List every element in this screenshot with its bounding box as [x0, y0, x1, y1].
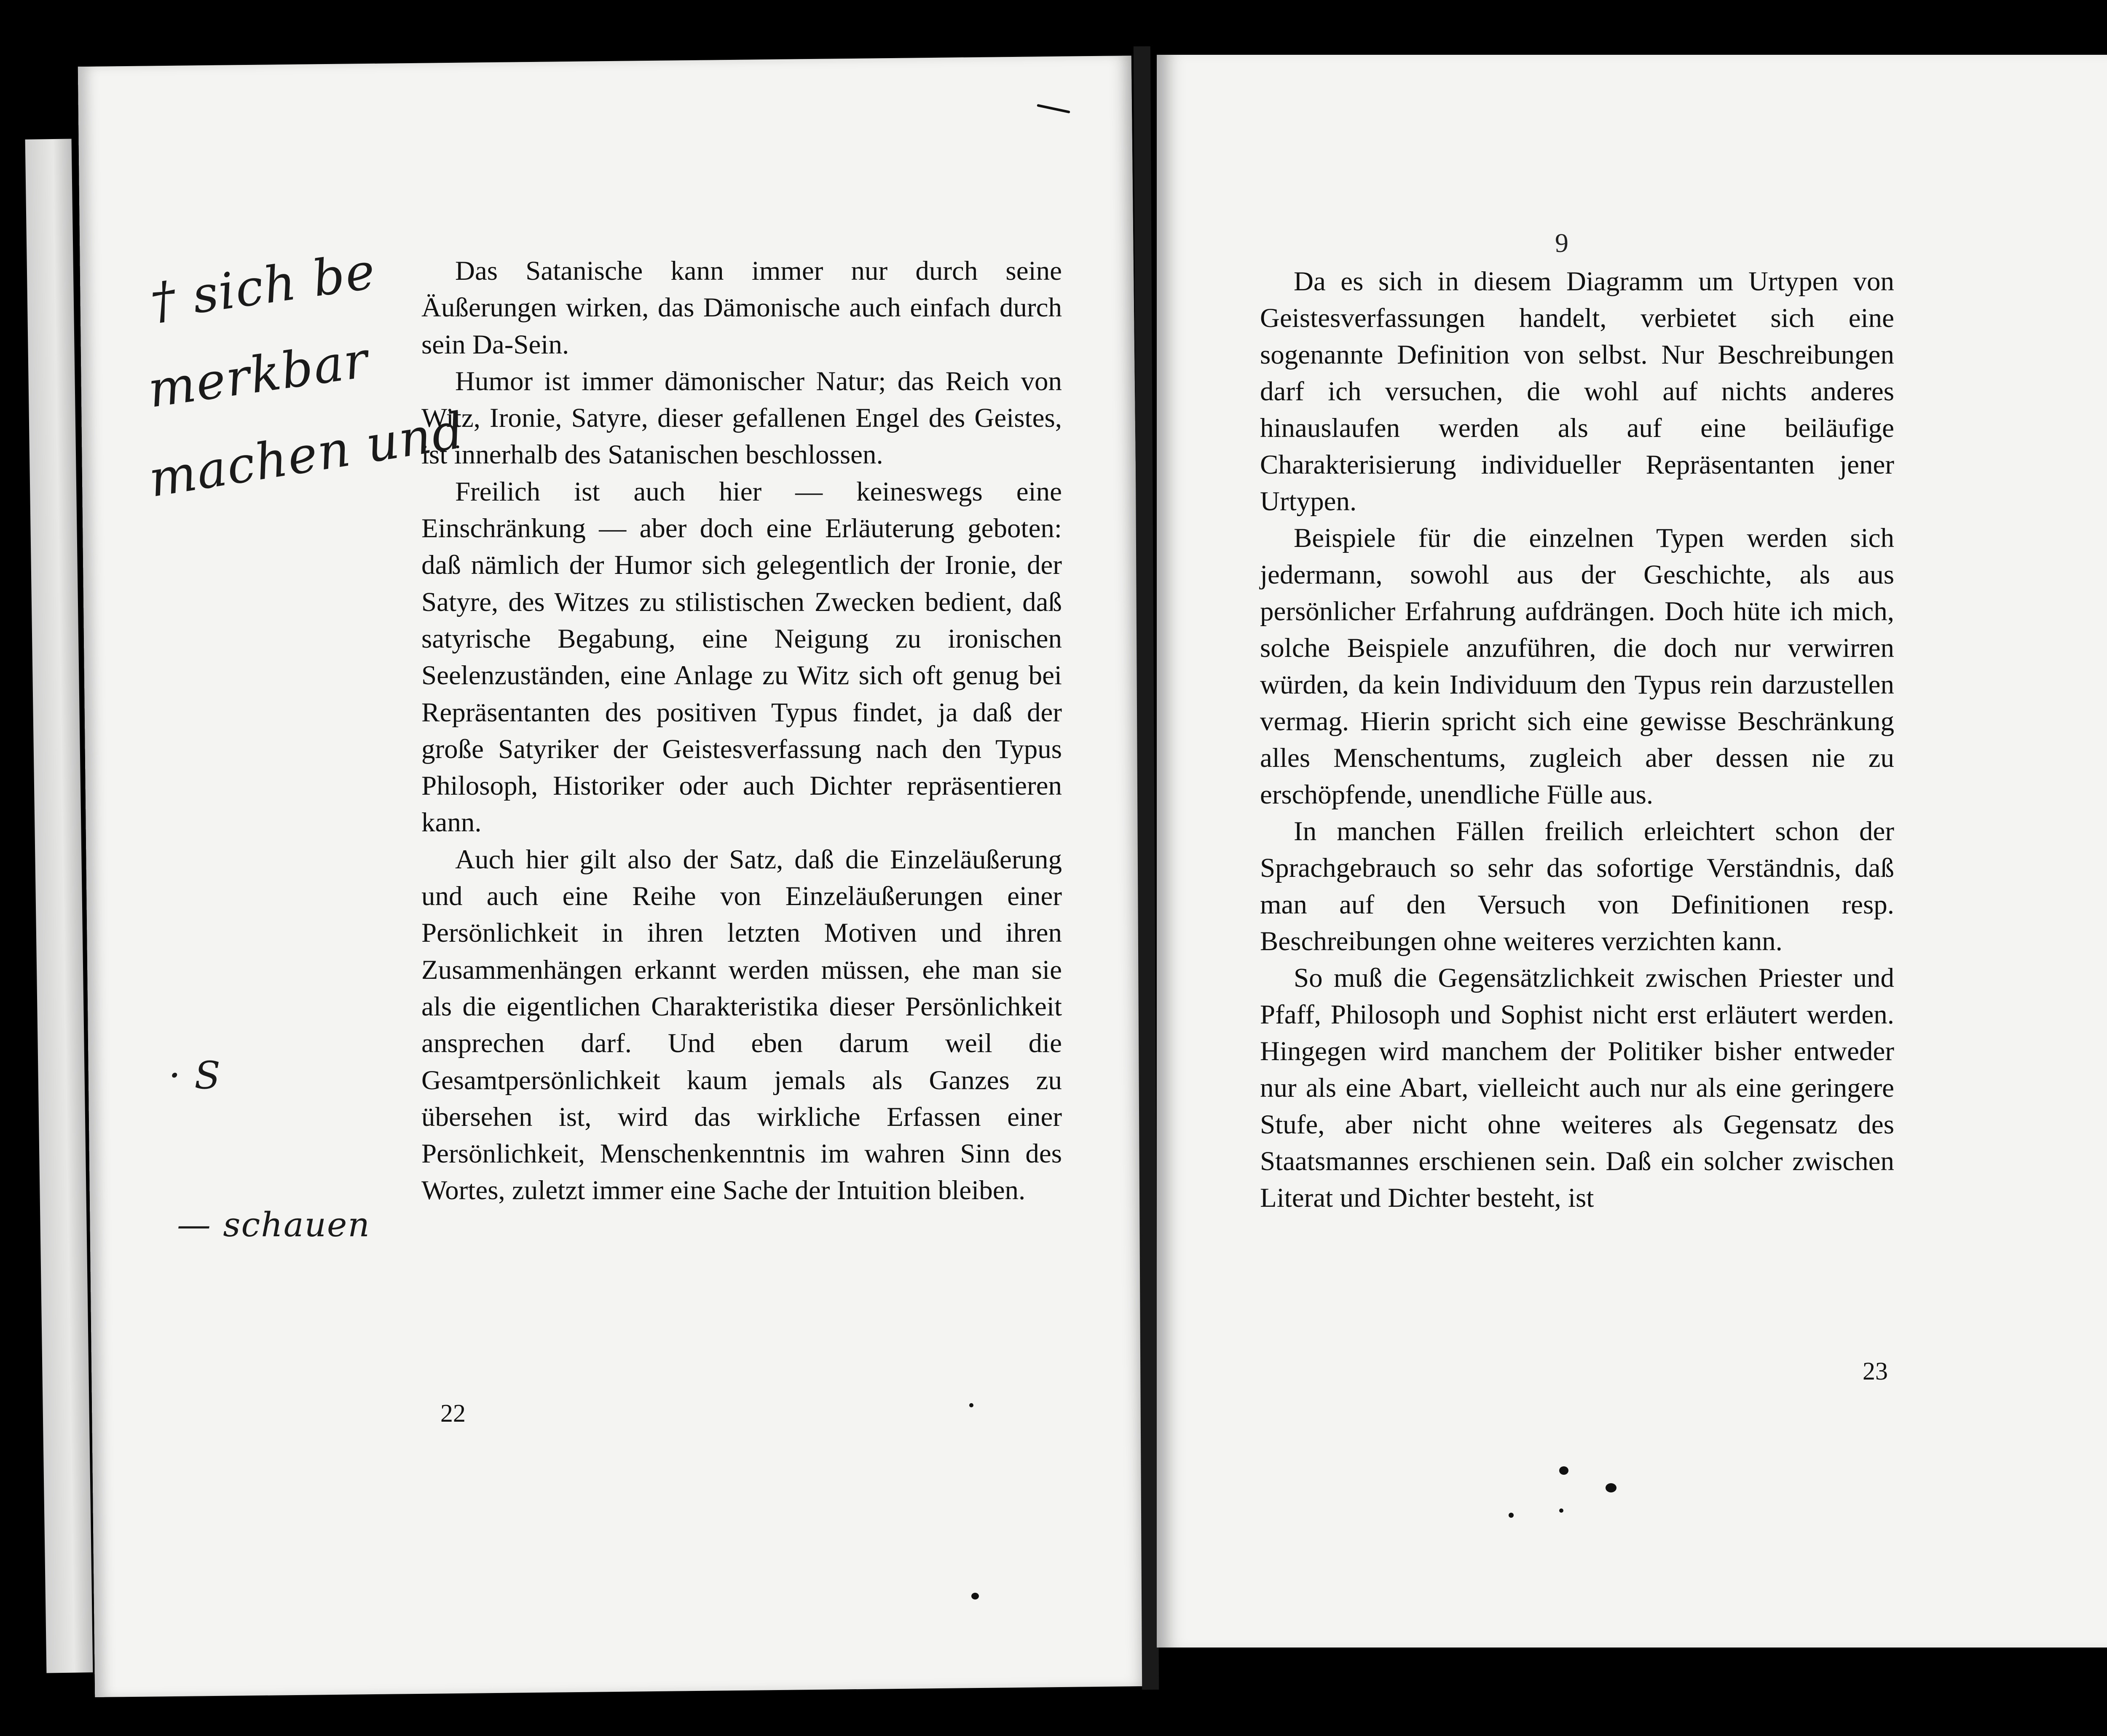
- margin-note: † sich be: [147, 241, 379, 331]
- paragraph: Auch hier gilt also der Satz, daß die Einzeläußerung und auch eine Reihe von Einzeläußerungen einer Persönlichkeit in ihren letzten Motiven und ihren Zusammenhängen erkannt werden müssen, ehe man sie als die eigentlichen Charakteristika dieser Persönlichkeit ansprechen darf. Und eben darum weil die Gesamtpersönlichkeit kaum jemals als Ganzes zu übersehen ist, wird das wirkliche Erfassen einer Persönlichkeit, Menschenkenntnis im wahren Sinn des Wortes, zuletzt immer eine Sache der Intuition bleiben.: [421, 844, 1062, 1206]
- margin-note: machen und: [145, 401, 469, 509]
- paragraph: Das Satanische kann immer nur durch seine Äußerungen wirken, das Dämonische auch einfach durch sein Da-Sein.: [421, 256, 1062, 360]
- paper-speck: [1559, 1508, 1563, 1513]
- margin-note: — schauen: [177, 1205, 370, 1244]
- margin-note: merkbar: [144, 330, 372, 419]
- right-page-text: [1260, 263, 1894, 1216]
- paragraph: Humor ist immer dämonischer Natur; das Reich von Witz, Ironie, Satyre, dieser gefallenen Engel des Geistes, ist innerhalb des Satanischen beschlossen.: [421, 366, 1062, 470]
- paragraph: Da es sich in diesem Diagramm um Urtypen von Geistesverfassungen handelt, verbietet sich eine sogenannte Definition von selbst. Nur Beschreibungen darf ich versuchen, die wohl auf nichts anderes hinauslaufen werden als auf eine beiläufige Charakterisierung individueller Repräsentanten jener Urtypen.: [1260, 266, 1894, 517]
- paragraph: In manchen Fällen freilich erleichtert schon der Sprachgebrauch so sehr das sofortige Verständnis, daß man auf den Versuch von Definitionen resp. Beschreibungen ohne weiteres verzichten kann.: [1260, 816, 1894, 956]
- paragraph: So muß die Gegensätzlichkeit zwischen Priester und Pfaff, Philosoph und Sophist nicht erst erläutert werden. Hingegen wird manchem der Politiker bisher entweder nur als eine Abart, vielleicht auch nur als eine geringere Stufe, aber nicht ohne weiteres als Gegensatz des Staatsmannes erschienen sein. Daß ein solcher zwischen Literat und Dichter besteht, ist: [1260, 963, 1894, 1213]
- signature-mark: 9: [1555, 228, 1568, 258]
- paper-speck: [969, 1403, 973, 1407]
- margin-note: · S: [169, 1053, 221, 1098]
- paragraph: Freilich ist auch hier — keineswegs eine Einschränkung — aber doch eine Erläuterung geboten: daß nämlich der Humor sich gelegentlich der Ironie, der Satyre, des Witzes zu stilistischen Zwecken bedient, daß satyrische Begabung, eine Neigung zu ironischen Seelenzuständen, eine Anlage zu Witz sich oft genug bei Repräsentanten des positiven Typus findet, ja daß der große Satyriker der Geistesverfassung nach den Typus Philosoph, Historiker oder auch Dichter repräsentieren kann.: [421, 476, 1062, 838]
- paper-speck: [971, 1593, 979, 1599]
- left-page-number: 22: [440, 1399, 466, 1427]
- paper-speck: [1559, 1466, 1568, 1475]
- paragraph: Beispiele für die einzelnen Typen werden sich jedermann, sowohl aus der Geschichte, als aus persönlicher Erfahrung aufdrängen. Doch hüte ich mich, solche Beispiele anzuführen, die doch nur verwirren würden, da kein Individuum den Typus rein darzustellen vermag. Hierin spricht sich eine gewisse Beschränkung alles Menschentums, zugleich aber dessen nie zu erschöpfende, unendliche Fülle aus.: [1260, 523, 1894, 810]
- paper-speck: [1606, 1483, 1616, 1492]
- left-page-text: [421, 253, 1062, 1209]
- paper-speck: [1509, 1513, 1514, 1518]
- right-page-number: 23: [1863, 1357, 1888, 1385]
